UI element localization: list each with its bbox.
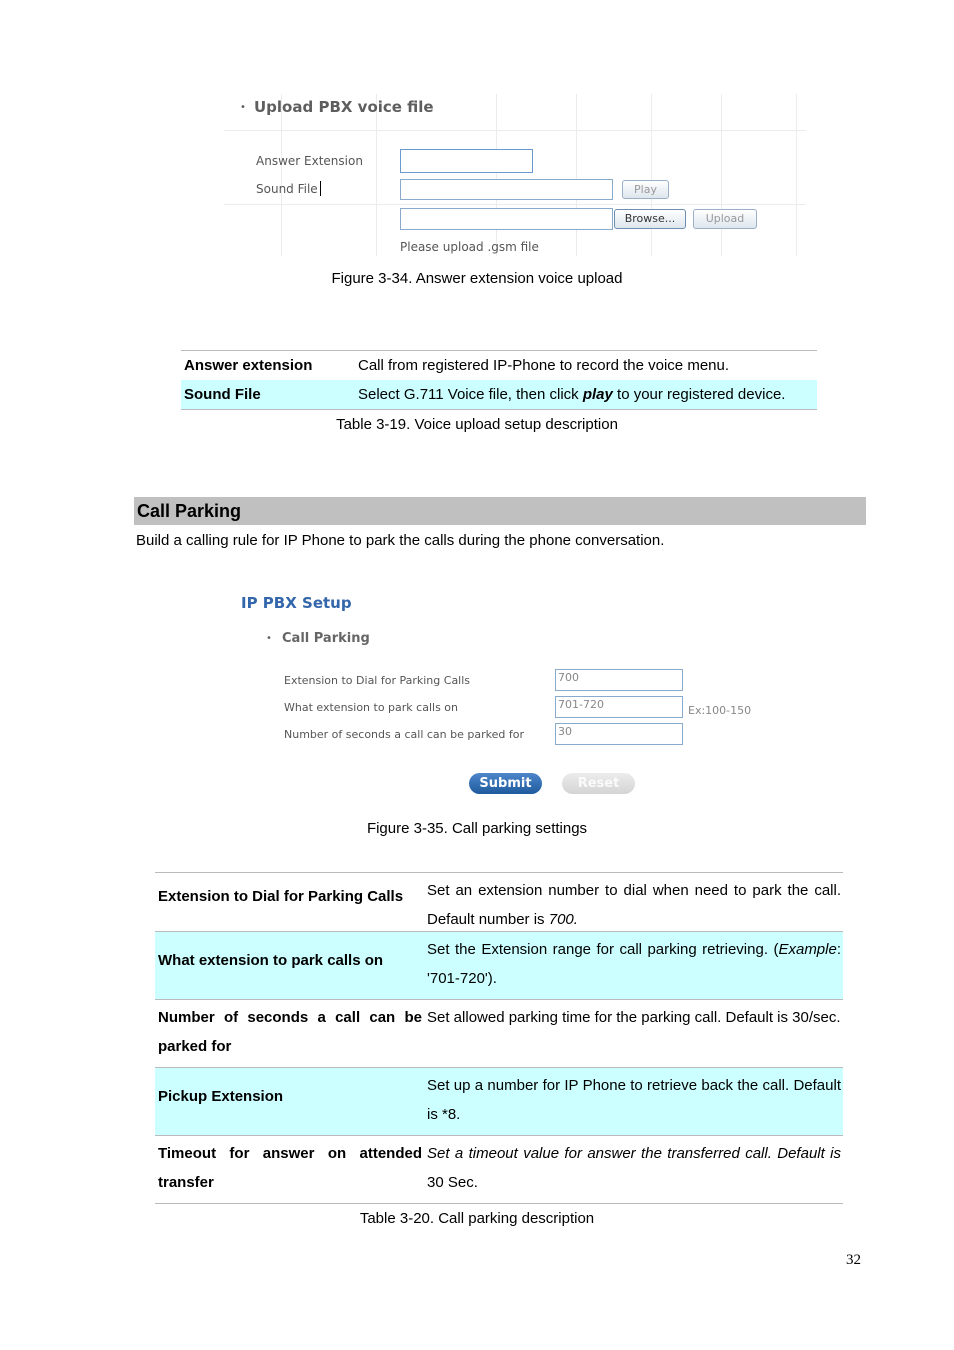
table-cell-desc [427, 1140, 841, 1197]
page-number: 32 [846, 1252, 861, 1268]
table-row [155, 1068, 843, 1136]
desc-text: Select G.711 Voice file, then click [358, 386, 583, 403]
park-range-input[interactable]: 701-720 [555, 696, 683, 718]
section-intro: Build a calling rule for IP Phone to park the calls during the phone conversation. [136, 532, 665, 549]
table-cell-desc: Set allowed parking time for the parking call. Default is 30/sec. [427, 1009, 841, 1026]
upload-hint: Please upload .gsm file [400, 240, 539, 254]
table-cell-desc [427, 877, 841, 934]
desc-emphasis: play [582, 386, 613, 403]
section-heading-bar [134, 497, 866, 525]
answer-extension-input[interactable] [400, 149, 533, 173]
park-seconds-label: Number of seconds a call can be parked for [284, 728, 524, 741]
sound-file-input[interactable] [400, 179, 613, 200]
table-cell-desc [427, 936, 841, 993]
sound-file-label: Sound File [256, 182, 318, 196]
bullet-icon: • [240, 102, 246, 113]
table-caption: Table 3-20. Call parking description [359, 1210, 595, 1227]
file-path-input[interactable] [400, 208, 613, 230]
call-parking-subtitle: Call Parking [282, 631, 370, 646]
voice-upload-table [181, 350, 817, 410]
table-row [155, 932, 843, 1000]
reset-button[interactable]: Reset [562, 773, 635, 794]
table-row [155, 1136, 843, 1204]
park-seconds-input[interactable]: 30 [555, 723, 683, 745]
table-cell-desc: Call from registered IP-Phone to record the voice menu. [358, 357, 730, 374]
table-cell-name: Pickup Extension [158, 1088, 284, 1105]
table-cell-name: Answer extension [184, 357, 313, 374]
desc-text: Set an extension number to dial when need to park the call. Default number is [427, 882, 841, 928]
call-parking-table [155, 872, 843, 1204]
park-dial-extension-label: Extension to Dial for Parking Calls [284, 674, 471, 687]
section-heading: Call Parking [137, 501, 242, 521]
browse-button[interactable]: Browse... [614, 209, 686, 229]
table-row [181, 351, 817, 380]
park-dial-extension-input[interactable]: 700 [555, 669, 683, 691]
table-row [181, 380, 817, 409]
table-caption: Table 3-19. Voice upload setup description [336, 416, 618, 433]
table-cell-name: Sound File [184, 386, 261, 403]
table-row [155, 873, 843, 932]
park-range-hint: Ex:100-150 [688, 704, 752, 717]
ip-pbx-setup-title: IP PBX Setup [241, 594, 352, 612]
figure-caption: Figure 3-34. Answer extension voice upload [331, 270, 623, 287]
desc-emphasis: Example [778, 941, 837, 958]
table-cell-name: Timeout for answer on attended transfer [158, 1145, 422, 1191]
upload-button[interactable]: Upload [693, 209, 757, 229]
text-cursor [320, 181, 321, 196]
desc-text: : '701-720'). [427, 941, 841, 987]
table-cell-desc: Set up a number for IP Phone to retrieve back the call. Default is *8. [427, 1077, 841, 1123]
submit-button[interactable]: Submit [469, 773, 542, 794]
desc-emphasis: Set a timeout value for answer the transferred call. Default is [427, 1145, 841, 1162]
table-cell-name: What extension to park calls on [158, 952, 384, 969]
bullet-icon: • [266, 633, 272, 644]
park-range-label: What extension to park calls on [284, 701, 459, 714]
desc-text: Set the Extension range for call parking retrieving. ( [427, 941, 779, 958]
desc-emphasis: 700. [548, 910, 578, 928]
voice-upload-screenshot [224, 94, 806, 256]
figure-caption: Figure 3-35. Call parking settings [366, 820, 588, 837]
answer-extension-label: Answer Extension [256, 154, 363, 168]
table-cell-name: Number of seconds a call can be parked for [158, 1009, 422, 1055]
table-cell-name: Extension to Dial for Parking Calls [158, 888, 404, 905]
table-row [155, 1000, 843, 1068]
desc-text: 30 Sec. [427, 1173, 478, 1191]
desc-text: to your registered device. [612, 386, 786, 403]
table-cell-desc [358, 386, 785, 403]
play-button[interactable]: Play [622, 180, 669, 199]
upload-pbx-title: Upload PBX voice file [254, 98, 434, 116]
